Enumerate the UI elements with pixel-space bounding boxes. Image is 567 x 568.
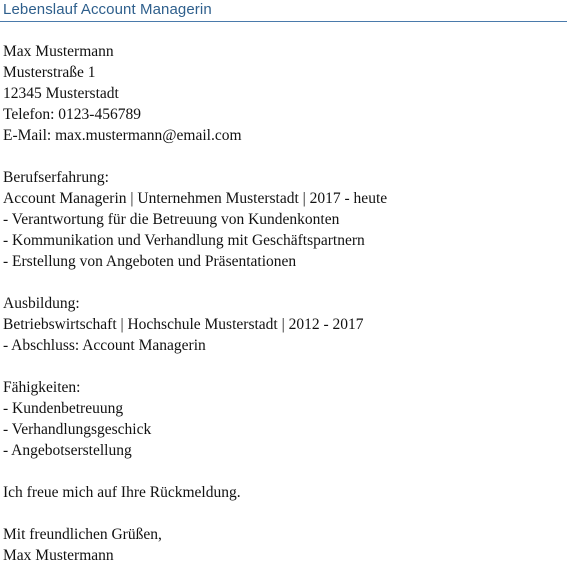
skills-bullet: - Kundenbetreuung: [3, 400, 124, 417]
experience-heading: Berufserfahrung:: [3, 169, 109, 186]
blank-line: [3, 461, 563, 482]
signature-name: Max Mustermann: [3, 547, 114, 564]
title-divider: [0, 21, 567, 22]
contact-name: Max Mustermann: [3, 43, 114, 60]
education-entry: Betriebswirtschaft | Hochschule Musterstadt | 2012 - 2017: [3, 316, 364, 333]
document-title: Lebenslauf Account Managerin: [3, 1, 212, 18]
education-heading: Ausbildung:: [3, 295, 80, 312]
experience-entry: Account Managerin | Unternehmen Musterstadt | 2017 - heute: [3, 190, 388, 207]
experience-bullet: - Kommunikation und Verhandlung mit Geschäftspartnern: [3, 232, 365, 249]
education-bullet: - Abschluss: Account Managerin: [3, 337, 206, 354]
skills-heading: Fähigkeiten:: [3, 379, 81, 396]
experience-bullet: - Verantwortung für die Betreuung von Kundenkonten: [3, 211, 340, 228]
closing-sentence: Ich freue mich auf Ihre Rückmeldung.: [3, 484, 241, 501]
salutation: Mit freundlichen Grüßen,: [3, 526, 162, 543]
contact-city: 12345 Musterstadt: [3, 85, 119, 102]
skills-bullet: - Verhandlungsgeschick: [3, 421, 152, 438]
experience-bullet: - Erstellung von Angeboten und Präsentationen: [3, 253, 297, 270]
contact-phone: Telefon: 0123-456789: [3, 106, 141, 123]
skills-bullet: - Angebotserstellung: [3, 442, 132, 459]
document-body: [3, 41, 563, 566]
contact-street: Musterstraße 1: [3, 64, 96, 81]
blank-line: [3, 356, 563, 377]
blank-line: [3, 272, 563, 293]
blank-line: [3, 503, 563, 524]
blank-line: [3, 146, 563, 167]
contact-email: E-Mail: max.mustermann@email.com: [3, 127, 242, 144]
